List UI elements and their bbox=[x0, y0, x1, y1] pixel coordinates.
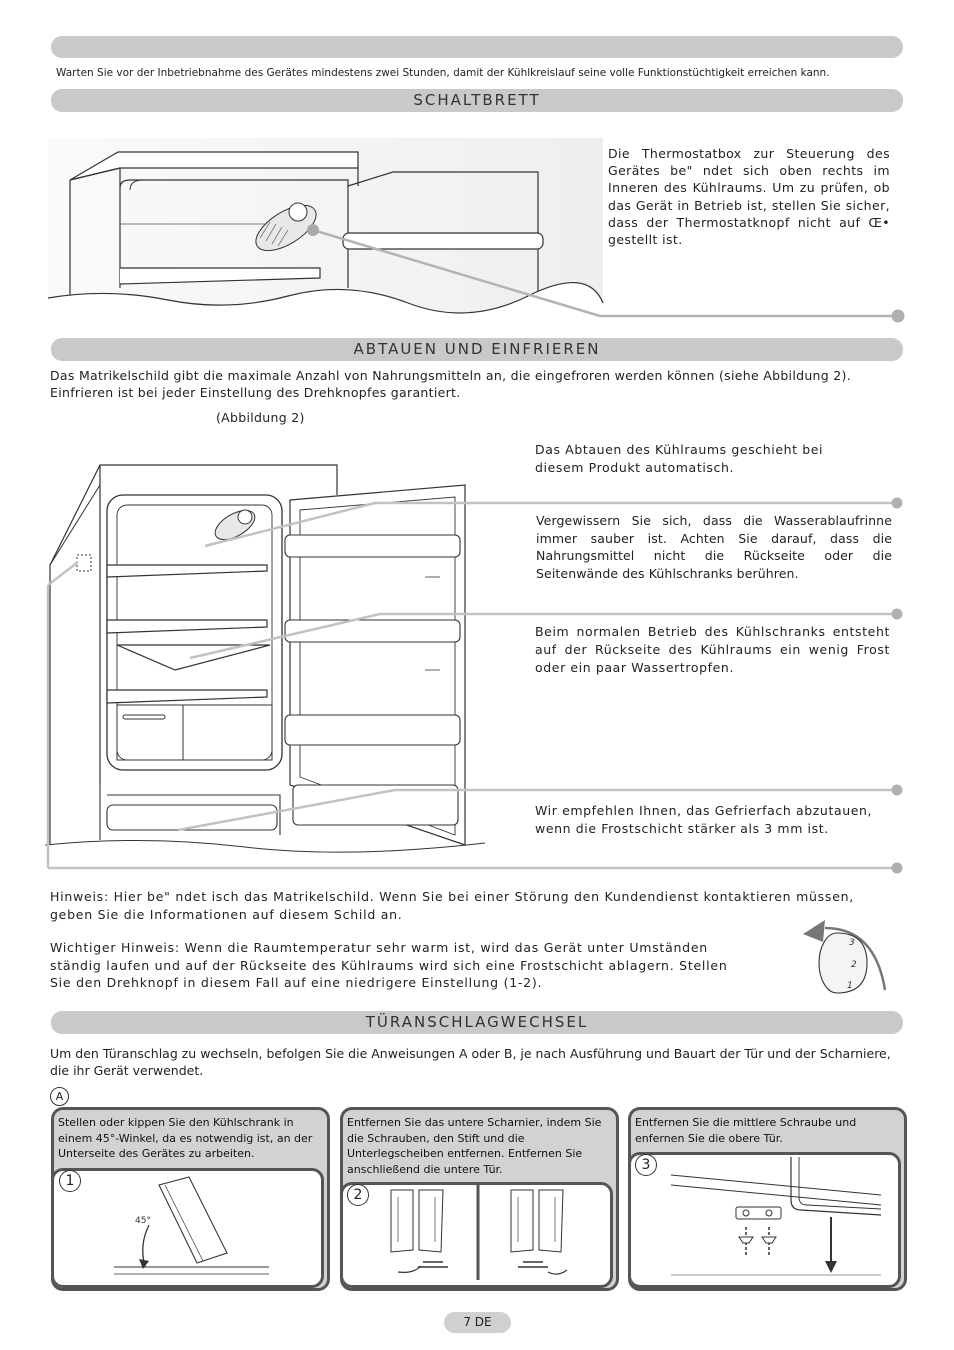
dial-label-2: 2 bbox=[851, 960, 857, 970]
dial-label-3: 3 bbox=[849, 938, 855, 948]
dial-label-1: 1 bbox=[847, 981, 853, 991]
top-header-bar bbox=[51, 36, 903, 58]
step-3-box bbox=[628, 1107, 907, 1291]
step-1-box bbox=[51, 1107, 330, 1291]
section-title-tueranschlag: TÜRANSCHLAGWECHSEL bbox=[365, 1013, 589, 1031]
step-1-angle-label: 45° bbox=[135, 1216, 151, 1226]
step-2-number: 2 bbox=[347, 1184, 369, 1206]
page-number: 7 DE bbox=[444, 1312, 511, 1333]
note-auto-defrost: Das Abtauen des Kühlraums geschieht bei diesem Produkt automatisch. bbox=[535, 442, 824, 475]
step-3-number: 3 bbox=[635, 1154, 657, 1176]
section-title-abtauen: ABTAUEN UND EINFRIEREN bbox=[353, 340, 601, 358]
section-title-schaltbrett: SCHALTBRETT bbox=[413, 91, 541, 109]
section-bar-abtauen bbox=[51, 338, 903, 361]
middle-screw-illustration bbox=[631, 1155, 901, 1285]
wichtig-text: Wichtiger Hinweis: Wenn die Raumtemperatur sehr warm ist, wird das Gerät unter Umständen ständig laufen und auf der Rückseite des Kühlraums wird sich eine Frostschicht ablagern. Stellen Sie den Drehknopf in diesem Fall auf eine niedrigere Einstellung (1-2). bbox=[50, 940, 728, 990]
variant-a-badge: A bbox=[50, 1087, 69, 1106]
thermostat-dial-illustration bbox=[795, 918, 895, 998]
lower-hinge-illustration bbox=[343, 1182, 613, 1282]
figure-caption: (Abbildung 2) bbox=[216, 410, 305, 425]
step-1-text: Stellen oder kippen Sie den Kühlschrank in einem 45°-Winkel, da es notwendig ist, an der Unterseite des Gerätes zu arbeiten. bbox=[58, 1116, 313, 1160]
tueranschlag-intro: Um den Türanschlag zu wechseln, befolgen Sie die Anweisungen A oder B, je nach Ausführung und Bauart der Tür und der Scharniere, die ihr Gerät verwendet. bbox=[50, 1046, 891, 1078]
section-bar-tueranschlag bbox=[51, 1011, 903, 1034]
step-1-number: 1 bbox=[59, 1170, 81, 1192]
section-bar-schaltbrett bbox=[51, 89, 903, 112]
abtauen-intro-line-2: Einfrieren ist bei jeder Einstellung des Drehknopfes garantiert. bbox=[50, 385, 461, 400]
note-freezer-defrost: Wir empfehlen Ihnen, das Gefrierfach abzutauen, wenn die Frostschicht stärker als 3 mm ist. bbox=[535, 803, 873, 836]
step-2-text: Entfernen Sie das untere Scharnier, indem Sie die Schrauben, den Stift und die Unterlegscheiben entfernen. Entfernen Sie anschließend die untere Tür. bbox=[347, 1116, 602, 1176]
tilted-fridge-illustration bbox=[109, 1175, 279, 1280]
note-frost: Beim normalen Betrieb des Kühlschranks entsteht auf der Rückseite des Kühlraums ein wenig Frost oder ein paar Wassertropfen. bbox=[535, 624, 890, 675]
step-3-text: Entfernen Sie die mittlere Schraube und enfernen Sie die obere Tür. bbox=[635, 1116, 857, 1145]
schaltbrett-text: Die Thermostatbox zur Steuerung des Gerätes be" ndet sich oben rechts im Inneren des Kühlraums. Um zu prüfen, ob das Gerät in Betrieb ist, stellen Sie sicher, dass der Thermostatknopf nicht auf Œ• gestellt ist. bbox=[608, 146, 890, 248]
note-drain-channel: Vergewissern Sie sich, dass die Wasserablaufrinne immer sauber ist. Achten Sie darauf, dass die Nahrungsmittel nicht die Rückseite oder die Seitenwände des Kühlschranks berühren. bbox=[536, 513, 892, 581]
abtauen-intro-line-1: Das Matrikelschild gibt die maximale Anzahl von Nahrungsmitteln an, die eingefroren werden können (siehe Abbildung 2). bbox=[50, 368, 851, 383]
intro-text: Warten Sie vor der Inbetriebnahme des Gerätes mindestens zwei Stunden, damit der Kühlkreislauf seine volle Funktionstüchtigkeit erreichen kann. bbox=[56, 67, 830, 79]
step-2-box bbox=[340, 1107, 619, 1291]
hinweis-text: Hinweis: Hier be" ndet isch das Matrikelschild. Wenn Sie bei einer Störung den Kundendienst kontaktieren müssen, geben Sie die Informationen auf diesem Schild an. bbox=[50, 889, 855, 922]
